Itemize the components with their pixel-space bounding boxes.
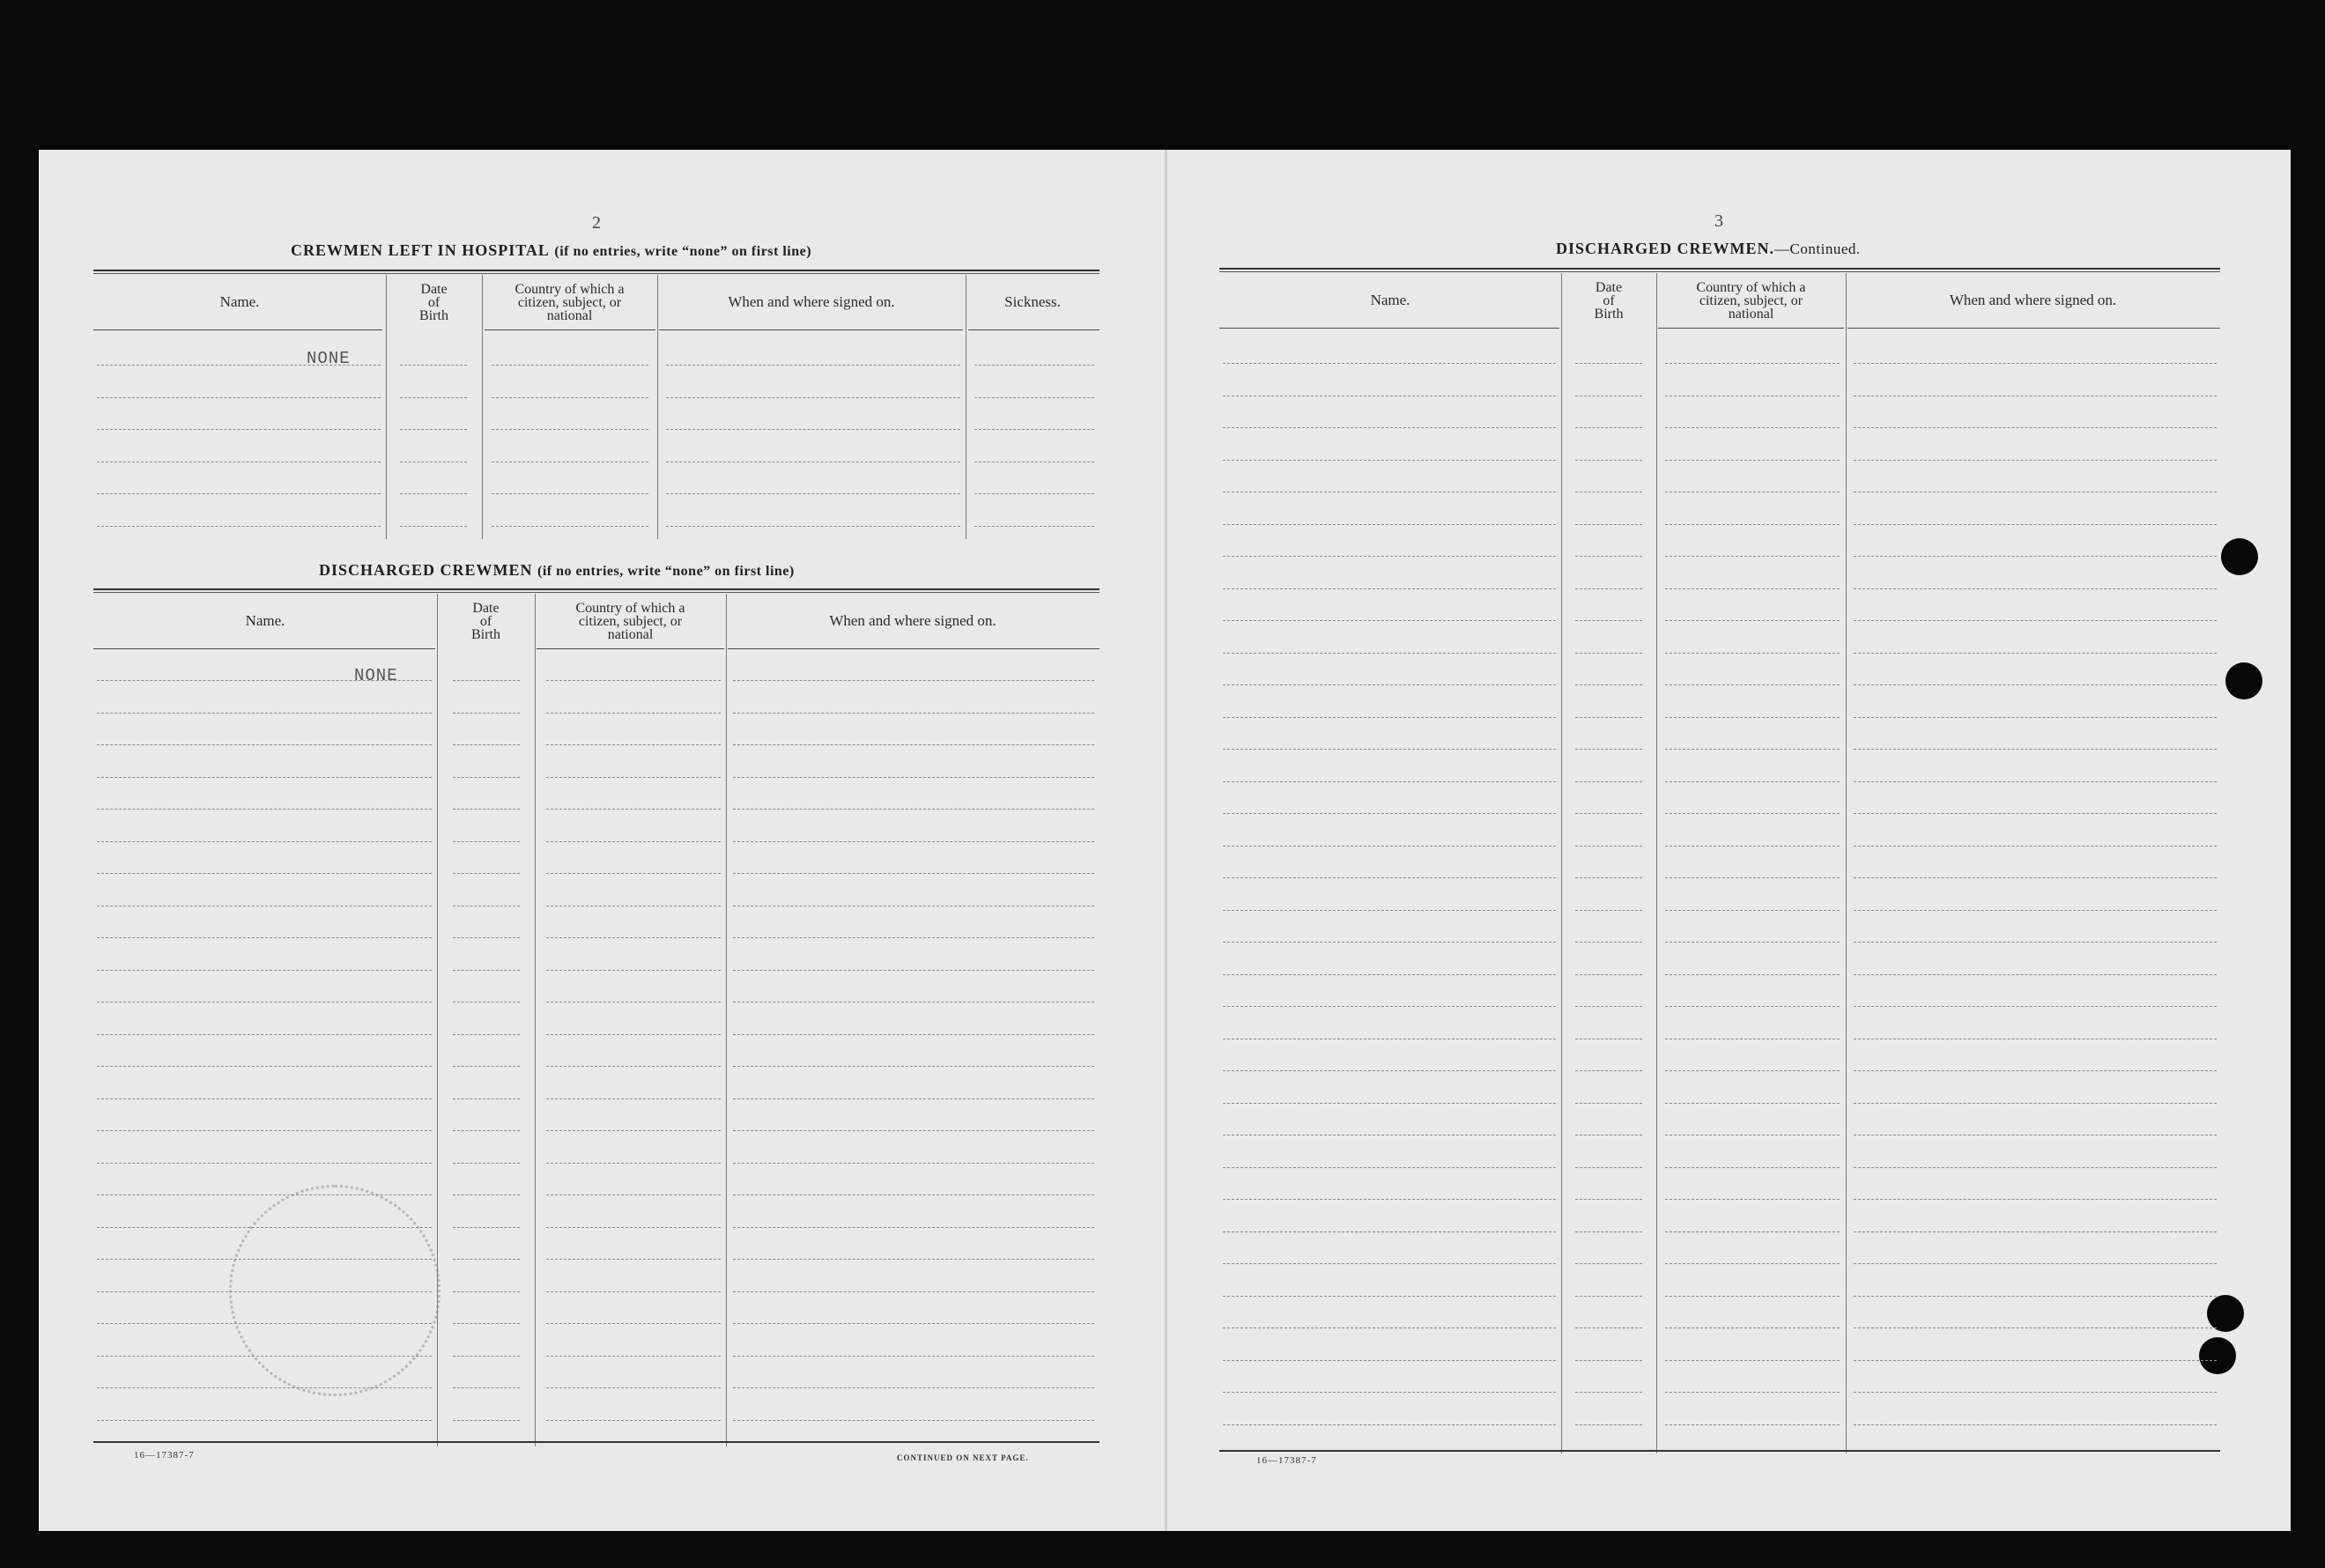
table-top-rule (93, 592, 1100, 593)
entry-line (1575, 1199, 1642, 1200)
entry-line (97, 1387, 432, 1388)
entry-line (453, 744, 520, 745)
entry-line (733, 1066, 1094, 1067)
entry-line (1575, 1296, 1642, 1297)
column-divider (437, 594, 438, 1446)
entry-line (453, 809, 520, 810)
entry-line (1665, 910, 1840, 911)
entry-line (1854, 974, 2217, 975)
entry-line (97, 680, 432, 681)
entry-line (1665, 1231, 1840, 1232)
entry-line (1575, 1231, 1642, 1232)
entry-line (1665, 588, 1840, 589)
entry-line (1665, 717, 1840, 718)
header-rule (537, 648, 724, 649)
page-number: 2 (592, 213, 601, 233)
table-top-rule (93, 270, 1100, 271)
entry-line (1665, 1360, 1840, 1361)
entry-line (97, 937, 432, 938)
entry-line (1223, 1070, 1556, 1071)
entry-line (1223, 1392, 1556, 1393)
entry-line (546, 970, 721, 971)
entry-line (400, 526, 467, 527)
entry-line (453, 1227, 520, 1228)
entry-line (546, 1066, 721, 1067)
entry-line (1223, 877, 1556, 878)
entry-line (97, 365, 381, 366)
entry-line (546, 1259, 721, 1260)
entry-line (733, 809, 1094, 810)
entry-line (492, 365, 648, 366)
entry-line (733, 1034, 1094, 1035)
entry-line (546, 1291, 721, 1292)
entry-line (546, 1034, 721, 1035)
entry-line (97, 777, 432, 778)
entry-line (1854, 620, 2217, 621)
entry-line (733, 744, 1094, 745)
entry-line (492, 397, 648, 398)
entry-line (97, 1291, 432, 1292)
column-divider (1561, 273, 1562, 1453)
entry-line (733, 713, 1094, 714)
entry-line (666, 526, 960, 527)
entry-line (1223, 653, 1556, 654)
punch-hole (2225, 662, 2262, 699)
column-header-name: Name. (1370, 292, 1411, 308)
entry-line (546, 713, 721, 714)
entry-line (733, 1163, 1094, 1164)
entry-line (666, 429, 960, 430)
entry-line (1575, 1006, 1642, 1007)
entry-line (97, 1066, 432, 1067)
entry-line (1665, 1070, 1840, 1071)
entry-line (1575, 1167, 1642, 1168)
entry-line (1223, 1167, 1556, 1168)
entry-line (97, 1194, 432, 1195)
entry-line (1854, 1392, 2217, 1393)
column-header-dob: Date of Birth (419, 281, 448, 323)
entry-line (97, 1356, 432, 1357)
entry-line (974, 397, 1094, 398)
entry-line (1854, 781, 2217, 782)
header-rule (93, 329, 382, 330)
entry-line (1854, 427, 2217, 428)
entry-line (974, 429, 1094, 430)
table-top-rule (1219, 271, 2220, 272)
entry-line (546, 873, 721, 874)
entry-line (546, 680, 721, 681)
entry-line (1665, 524, 1840, 525)
continued-title-caps: DISCHARGED CREWMEN. (1556, 240, 1775, 257)
entry-line (97, 1130, 432, 1131)
entry-line (546, 1323, 721, 1324)
entry-line (97, 397, 381, 398)
header-rule (968, 329, 1100, 330)
entry-line (1575, 684, 1642, 685)
entry-line (97, 841, 432, 842)
entry-line (400, 429, 467, 430)
discharged-section-title (319, 561, 795, 580)
entry-line (453, 841, 520, 842)
entry-line (453, 1259, 520, 1260)
entry-line (97, 809, 432, 810)
entry-line (1665, 749, 1840, 750)
entry-line (1665, 363, 1840, 364)
entry-line (733, 1291, 1094, 1292)
entry-line (1223, 781, 1556, 782)
column-header-sickness: Sickness. (1004, 293, 1061, 310)
entry-line (1575, 460, 1642, 461)
entry-none: NONE (354, 666, 398, 685)
entry-line (1665, 684, 1840, 685)
entry-line (974, 365, 1094, 366)
entry-line (733, 1356, 1094, 1357)
hospital-section-title (291, 241, 811, 260)
entry-line (666, 493, 960, 494)
entry-line (733, 841, 1094, 842)
entry-line (1665, 460, 1840, 461)
column-header-name: Name. (245, 612, 285, 629)
entry-line (1575, 653, 1642, 654)
entry-line (97, 1163, 432, 1164)
entry-line (453, 937, 520, 938)
entry-line (733, 1194, 1094, 1195)
entry-line (453, 1066, 520, 1067)
entry-line (1223, 556, 1556, 557)
discharged-title-note: (if no entries, write “none” on first line) (537, 564, 795, 579)
entry-line (1223, 1296, 1556, 1297)
entry-line (546, 1227, 721, 1228)
entry-line (1854, 749, 2217, 750)
entry-line (1575, 363, 1642, 364)
entry-line (1854, 1296, 2217, 1297)
entry-line (1223, 1263, 1556, 1264)
entry-line (1223, 846, 1556, 847)
entry-line (453, 777, 520, 778)
entry-line (1665, 1263, 1840, 1264)
entry-line (1223, 974, 1556, 975)
entry-line (1223, 1006, 1556, 1007)
entry-line (492, 526, 648, 527)
column-header-name: Name. (219, 293, 260, 310)
entry-line (1854, 846, 2217, 847)
entry-line (1575, 556, 1642, 557)
entry-line (97, 1420, 432, 1421)
entry-line (453, 1163, 520, 1164)
entry-line (1854, 460, 2217, 461)
entry-line (666, 397, 960, 398)
entry-line (453, 1356, 520, 1357)
entry-line (733, 1227, 1094, 1228)
table-top-rule (1219, 268, 2220, 270)
entry-line (97, 493, 381, 494)
entry-line (1854, 877, 2217, 878)
entry-line (1575, 877, 1642, 878)
entry-line (546, 1130, 721, 1131)
discharged-continued-table (1219, 268, 2220, 1453)
entry-line (546, 937, 721, 938)
entry-line (1575, 1263, 1642, 1264)
entry-line (97, 873, 432, 874)
entry-line (1854, 588, 2217, 589)
entry-line (97, 429, 381, 430)
entry-line (546, 1387, 721, 1388)
entry-line (1223, 620, 1556, 621)
discharged-table (93, 588, 1100, 1448)
table-top-rule (93, 588, 1100, 590)
column-divider (1656, 273, 1657, 1453)
entry-line (1575, 620, 1642, 621)
continued-note: CONTINUED ON NEXT PAGE. (897, 1453, 1029, 1462)
entry-line (733, 1130, 1094, 1131)
entry-line (733, 970, 1094, 971)
entry-line (1854, 363, 2217, 364)
entry-line (546, 809, 721, 810)
page-number: 3 (1714, 211, 1723, 231)
entry-line (400, 493, 467, 494)
entry-line (1223, 1199, 1556, 1200)
entry-line (546, 1356, 721, 1357)
entry-line (1223, 684, 1556, 685)
column-divider (1846, 273, 1847, 1453)
entry-line (1575, 1070, 1642, 1071)
entry-line (733, 1098, 1094, 1099)
entry-line (1223, 1103, 1556, 1104)
entry-line (1223, 910, 1556, 911)
entry-line (1665, 813, 1840, 814)
entry-line (1854, 1006, 2217, 1007)
entry-line (97, 1323, 432, 1324)
discharged-continued-title (1556, 240, 1861, 258)
entry-line (97, 744, 432, 745)
entry-line (453, 873, 520, 874)
entry-line (1223, 942, 1556, 943)
entry-line (492, 429, 648, 430)
discharged-title-caps: DISCHARGED CREWMEN (319, 561, 533, 579)
entry-line (733, 1323, 1094, 1324)
entry-line (1223, 588, 1556, 589)
entry-line (453, 1034, 520, 1035)
entry-line (1854, 684, 2217, 685)
entry-line (1575, 717, 1642, 718)
entry-line (1854, 1199, 2217, 1200)
entry-line (1854, 1231, 2217, 1232)
entry-line (1223, 813, 1556, 814)
table-top-rule (93, 273, 1100, 274)
entry-line (1665, 974, 1840, 975)
entry-line (97, 526, 381, 527)
entry-line (97, 1034, 432, 1035)
entry-line (1665, 846, 1840, 847)
entry-line (1575, 781, 1642, 782)
entry-line (733, 873, 1094, 874)
entry-line (1665, 427, 1840, 428)
header-rule (93, 648, 435, 649)
entry-line (733, 777, 1094, 778)
entry-line (546, 1098, 721, 1099)
entry-line (1223, 1231, 1556, 1232)
entry-line (1575, 1360, 1642, 1361)
table-bottom-rule (93, 1441, 1100, 1443)
entry-line (1665, 877, 1840, 878)
entry-line (1575, 942, 1642, 943)
entry-line (1665, 781, 1840, 782)
entry-line (1854, 556, 2217, 557)
entry-line (1575, 1392, 1642, 1393)
entry-line (400, 397, 467, 398)
entry-line (1665, 942, 1840, 943)
entry-line (1223, 524, 1556, 525)
column-header-signed-on: When and where signed on. (728, 293, 895, 310)
entry-line (1854, 653, 2217, 654)
page-fold (1165, 150, 1167, 1531)
header-rule (1219, 328, 1559, 329)
entry-line (974, 526, 1094, 527)
entry-line (1854, 1103, 2217, 1104)
entry-line (1854, 1360, 2217, 1361)
entry-line (1854, 1070, 2217, 1071)
entry-line (453, 1194, 520, 1195)
entry-line (97, 713, 432, 714)
entry-line (1223, 749, 1556, 750)
entry-line (733, 680, 1094, 681)
entry-line (1223, 1360, 1556, 1361)
entry-line (97, 1259, 432, 1260)
continued-title-note: —Continued. (1774, 240, 1861, 257)
entry-line (453, 1130, 520, 1131)
entry-line (546, 1420, 721, 1421)
entry-line (546, 1194, 721, 1195)
table-bottom-rule (1219, 1450, 2220, 1452)
entry-line (733, 937, 1094, 938)
header-rule (1847, 328, 2220, 329)
entry-line (1665, 1424, 1840, 1425)
entry-line (1575, 910, 1642, 911)
entry-line (1854, 813, 2217, 814)
entry-line (1665, 556, 1840, 557)
entry-line (453, 970, 520, 971)
entry-line (1575, 813, 1642, 814)
entry-line (1223, 427, 1556, 428)
entry-line (733, 1259, 1094, 1260)
entry-line (1665, 620, 1840, 621)
entry-line (97, 1227, 432, 1228)
entry-line (492, 493, 648, 494)
entry-line (1575, 588, 1642, 589)
entry-line (1575, 1103, 1642, 1104)
entry-line (546, 841, 721, 842)
entry-line (453, 680, 520, 681)
entry-line (1854, 1424, 2217, 1425)
entry-line (1854, 717, 2217, 718)
hospital-title-caps: CREWMEN LEFT IN HOSPITAL (291, 241, 550, 259)
entry-line (1665, 1392, 1840, 1393)
entry-line (97, 970, 432, 971)
entry-line (733, 1420, 1094, 1421)
column-header-country: Country of which a citizen, subject, or national (1696, 279, 1806, 322)
hospital-title-note: (if no entries, write “none” on first line) (554, 244, 812, 259)
column-divider (726, 594, 727, 1446)
entry-line (1854, 1263, 2217, 1264)
entry-line (1575, 974, 1642, 975)
entry-line (1223, 460, 1556, 461)
column-divider (535, 594, 536, 1446)
entry-line (1854, 942, 2217, 943)
entry-line (1575, 427, 1642, 428)
entry-line (1575, 524, 1642, 525)
entry-none: NONE (307, 349, 351, 368)
hospital-table (93, 270, 1100, 536)
entry-line (453, 1291, 520, 1292)
entry-line (400, 365, 467, 366)
entry-line (453, 1323, 520, 1324)
entry-line (453, 1098, 520, 1099)
entry-line (1665, 1006, 1840, 1007)
entry-line (733, 1387, 1094, 1388)
entry-line (666, 365, 960, 366)
entry-line (97, 1098, 432, 1099)
column-header-signed-on: When and where signed on. (1949, 292, 2117, 308)
entry-line (1223, 717, 1556, 718)
column-header-dob: Date of Birth (1594, 279, 1624, 322)
entry-line (1854, 910, 2217, 911)
entry-line (1575, 749, 1642, 750)
column-header-country: Country of which a citizen, subject, or national (515, 281, 625, 323)
entry-line (974, 493, 1094, 494)
entry-line (453, 713, 520, 714)
entry-line (453, 1387, 520, 1388)
column-header-dob: Date of Birth (471, 600, 500, 642)
entry-line (1665, 1199, 1840, 1200)
entry-line (1575, 1424, 1642, 1425)
entry-line (1223, 363, 1556, 364)
entry-line (453, 1420, 520, 1421)
entry-line (546, 744, 721, 745)
entry-line (546, 1163, 721, 1164)
entry-line (1665, 1103, 1840, 1104)
form-number: 16—17387-7 (1256, 1455, 1317, 1466)
entry-line (1854, 524, 2217, 525)
header-rule (1658, 328, 1844, 329)
entry-line (1575, 846, 1642, 847)
header-rule (728, 648, 1100, 649)
column-header-country: Country of which a citizen, subject, or national (575, 600, 685, 642)
entry-line (1665, 1167, 1840, 1168)
header-rule (485, 329, 655, 330)
entry-line (1665, 653, 1840, 654)
header-rule (659, 329, 963, 330)
entry-line (1665, 1296, 1840, 1297)
entry-line (546, 777, 721, 778)
punch-hole (2221, 538, 2258, 575)
entry-line (1223, 1424, 1556, 1425)
form-number: 16—17387-7 (134, 1450, 195, 1461)
entry-line (1854, 1167, 2217, 1168)
column-header-signed-on: When and where signed on. (829, 612, 996, 629)
